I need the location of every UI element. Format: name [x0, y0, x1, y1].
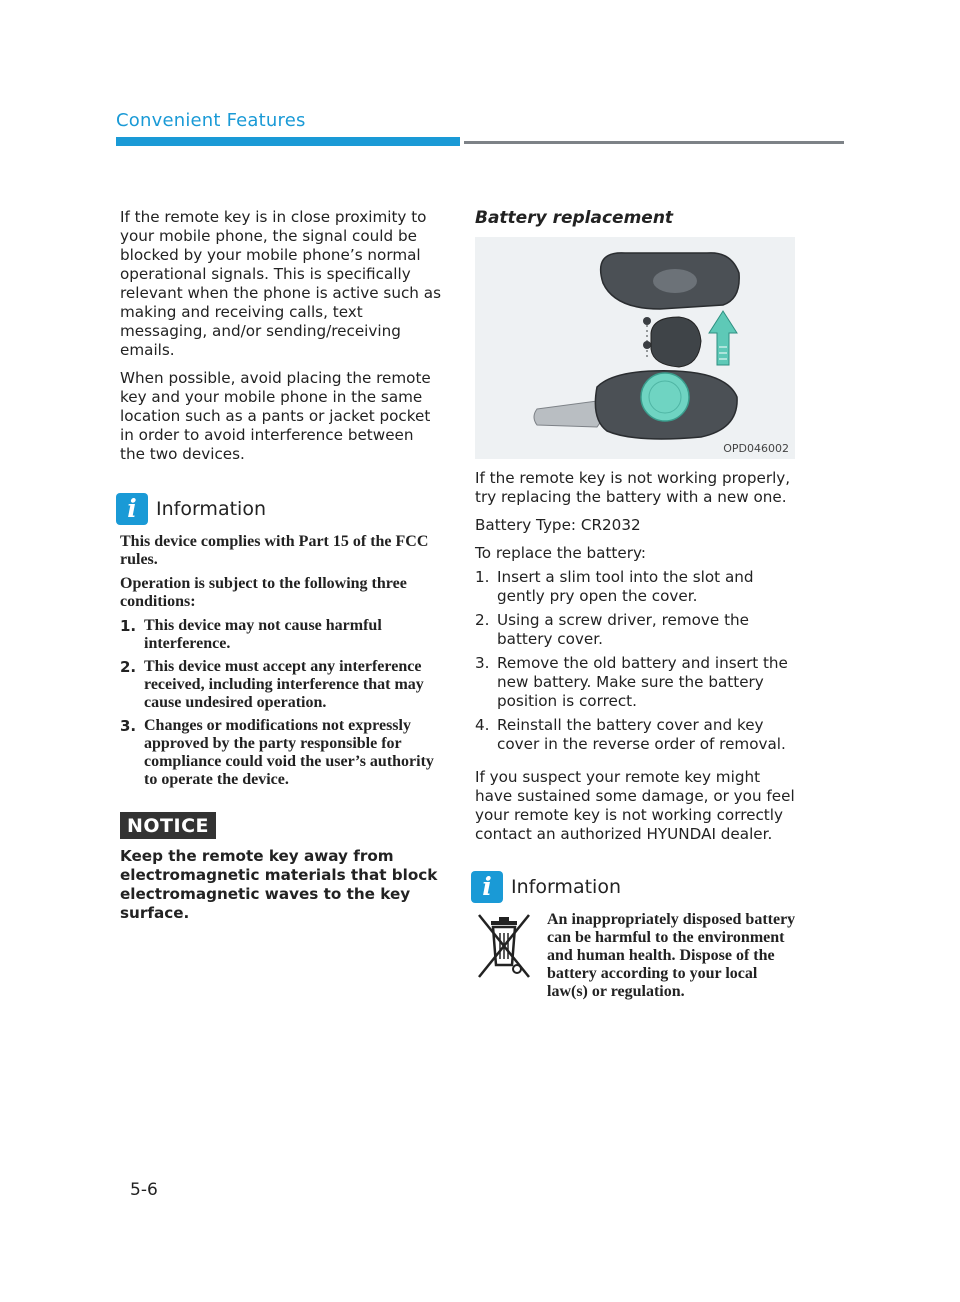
list-item — [120, 617, 442, 653]
list-text: Insert a slim tool into the slot and gently pry open the cover. — [497, 568, 754, 605]
left-column — [120, 208, 442, 923]
right-column — [475, 208, 800, 1001]
steps-intro: To replace the battery: — [475, 544, 646, 562]
list-item — [120, 717, 442, 789]
figure-code: OPD046002 — [723, 442, 789, 455]
list-number: 3. — [120, 717, 137, 735]
list-text: Using a screw driver, remove the battery cover. — [497, 611, 750, 648]
list-item — [475, 716, 800, 754]
proximity-paragraph: If the remote key is in close proximity to your mobile phone, the signal could be blocked by your mobile phone’s normal operational signals. This is specifically relevant when the phone is active such as making and receiving calls, text messaging, and/or sending/receiving emails. — [120, 208, 441, 359]
info-icon — [116, 493, 148, 525]
battery-steps-list — [475, 568, 800, 754]
placement-paragraph: When possible, avoid placing the remote key and your mobile phone in the same location such as a pants or jacket pocket in order to avoid interference between the two devices. — [120, 369, 431, 463]
list-number: 2. — [120, 658, 137, 676]
information-heading — [116, 493, 442, 525]
notice-text: Keep the remote key away from electromagnetic materials that block electromagnetic waves to the key surface. — [120, 847, 438, 922]
page-number: 5-6 — [130, 1180, 158, 1200]
list-item — [475, 654, 800, 711]
list-item — [475, 568, 800, 606]
information-label: Information — [156, 498, 266, 520]
damage-note: If you suspect your remote key might have sustained some damage, or you feel your remote key is not working correctly contact an authorized HYUNDAI dealer. — [475, 768, 795, 843]
list-item — [475, 611, 800, 649]
list-number: 1. — [120, 617, 137, 635]
information-label: Information — [511, 876, 621, 898]
list-number: 2. — [475, 611, 490, 629]
list-item — [120, 658, 442, 712]
remote-key-illustration — [475, 237, 795, 459]
crossed-bin-icon — [475, 911, 533, 983]
header-rule-accent — [116, 137, 460, 146]
information-heading — [471, 871, 800, 903]
battery-replacement-title: Battery replacement — [475, 208, 674, 228]
header-rule-gray — [464, 141, 844, 144]
list-text: This device must accept any interference received, including interference that may cause undesired operation. — [144, 658, 424, 711]
notice-badge: NOTICE — [120, 812, 216, 839]
list-number: 3. — [475, 654, 490, 672]
list-text: Changes or modifications not expressly approved by the party responsible for compliance could void the user’s authority to operate the device. — [144, 717, 434, 788]
battery-type: Battery Type: CR2032 — [475, 516, 641, 534]
fcc-compliance-text: This device complies with Part 15 of the FCC rules. — [120, 533, 429, 568]
conditions-intro: Operation is subject to the following three conditions: — [120, 575, 407, 610]
section-header-title: Convenient Features — [116, 110, 306, 131]
disposal-text: An inappropriately disposed battery can be harmful to the environment and human health. Dispose of the battery according to your local law(s) or regulation. — [547, 911, 796, 1000]
info-icon — [471, 871, 503, 903]
conditions-list — [120, 617, 442, 789]
list-number: 4. — [475, 716, 490, 734]
list-text: This device may not cause harmful interference. — [144, 617, 382, 652]
battery-intro: If the remote key is not working properly, try replacing the battery with a new one. — [475, 469, 791, 506]
battery-disposal-note — [475, 911, 800, 1001]
list-text: Reinstall the battery cover and key cover in the reverse order of removal. — [497, 716, 786, 753]
list-number: 1. — [475, 568, 490, 586]
remote-key-battery-figure — [475, 237, 795, 459]
list-text: Remove the old battery and insert the new battery. Make sure the battery position is correct. — [497, 654, 788, 710]
